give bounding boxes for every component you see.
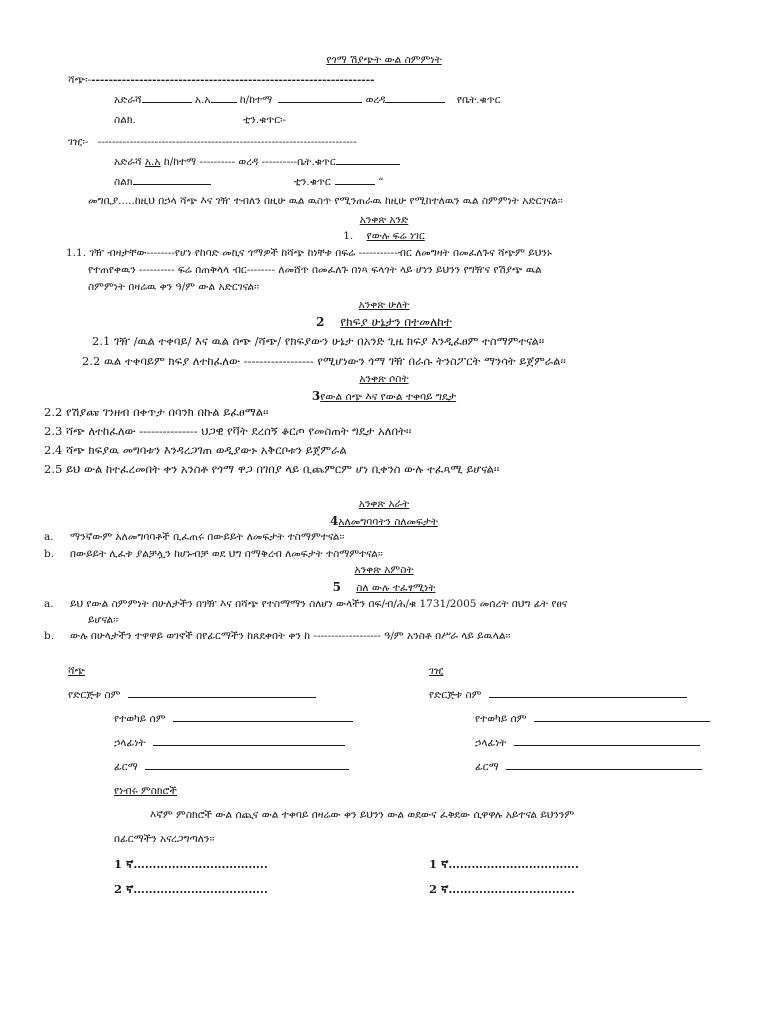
article-5-item-a-cont: ይሆናል፡፡ <box>88 614 119 626</box>
buyer-position <box>475 736 700 750</box>
article-4-item-b <box>44 547 383 561</box>
buyer-wereda-label: ወረዳ ----------ቤት.ቁጥር <box>238 156 336 168</box>
article-5-item-a <box>44 597 568 611</box>
article-4-number: 4 <box>330 514 339 528</box>
buyer-signature-label-text: ፊርማ <box>475 761 499 773</box>
article-4-item-b-mark: b. <box>44 548 55 560</box>
buyer-city-label: ከ/ከተማ ---------- <box>163 156 236 168</box>
buyer-org-name <box>429 688 687 702</box>
article-5-number: 5 <box>332 580 341 594</box>
article-2-item-1: 2.1 ገዥ /ዉል ተቀባይ/ እና ዉል ሰጭ /ሻጭ/ የክፍያውን ሁኔታ በአንድ ጊዜ ክፍያ እንዲፈፀም ተስማምተናል፡፡ <box>92 334 545 348</box>
article-1-heading: አንቀጽ አንድ <box>359 214 409 226</box>
buyer-address-label: አድራሻ <box>114 156 142 168</box>
witness-left-1: 1 ኛ…………………………….. <box>114 857 268 871</box>
article-5-subtitle: ስለ ውሉ ተፈፃሚነት <box>356 582 436 594</box>
buyer-address-line <box>114 155 400 169</box>
seller-rep-name <box>114 712 353 726</box>
buyer-rep-name <box>475 712 710 726</box>
preamble: መግቢያ.....ከዚህ በኃላ ሻጭ እና ገዥ ተብለን በዚሁ ዉል ዉስጥ የሚንጠራዉ ከዚሁ የሚከተለዉን ዉል ስምምነት አድርገናል፡፡ <box>88 195 563 207</box>
seller-address-line <box>114 93 501 107</box>
buyer-phone-line <box>114 175 383 189</box>
buyer-id-tail: “ <box>378 176 384 188</box>
seller-position <box>114 736 345 750</box>
seller-org-name-field[interactable] <box>128 697 316 698</box>
article-3-item-2: 2.3 ሻጭ ለተከፈለው --------------- ህጋዊ የቫት ደረሰኝ ቆርጦ የመስጠት ግዴታ አለበት፡፡ <box>44 424 412 438</box>
buyer-signature-label: ገዢ <box>429 665 444 677</box>
article-2-item-2: 2.2 ዉል ተቀባይም ክፍያ ለተከፈለው ------------------ የሚሆነውን ጎማ ገዥ በራሱ ትንስፖርት ማንሳት ይጀምራል፡፡ <box>82 354 566 368</box>
article-5-item-b <box>44 629 511 643</box>
article-3-item-4: 2.5 ይህ ውል ከተፈረመበት ቀን አንስቶ የጎማ ዋጋ በገበያ ላይ ቢጨምርም ሆነ ቢቀንስ ውሉ ተፈጻሚ ይሆናል፡፡ <box>44 462 500 476</box>
seller-position-label: ኃላፊነት <box>114 737 146 749</box>
seller-signature-label: ሻጭ <box>68 665 86 677</box>
buyer-id-label: ቲን.ቁጥር <box>293 176 331 188</box>
buyer-signature-field[interactable] <box>506 769 702 770</box>
buyer-label: ገዢ፡- <box>68 136 89 148</box>
buyer-phone-label: ስልክ <box>114 176 133 188</box>
article-4-heading: አንቀጽ አራት <box>358 498 410 510</box>
buyer-org-name-label: የድርጅቱ ስም <box>429 689 482 701</box>
seller-line <box>68 73 374 87</box>
seller-wereda-label: ወረዳ <box>365 94 386 106</box>
seller-label: ሻጭ፡- <box>68 74 92 86</box>
article-3-item-3: 2.4 ሻጭ ክፍያዉ መግባቱን እንዳረጋገጠ ወዲያውኑ አቅርቦቱን ይጀምራል <box>44 443 347 457</box>
article-1-subtitle: የውሉ ፍሬ ነገር <box>366 230 425 242</box>
witnesses-heading: የነብሩ ምስክሮች <box>114 785 177 797</box>
seller-address-label: አድራሻ <box>114 94 142 106</box>
seller-rep-name-label: የተወካይ ሰም <box>114 713 166 725</box>
article-3-subtitle-line <box>0 388 768 404</box>
article-5-item-b-mark: b. <box>44 630 55 642</box>
seller-signature-field[interactable] <box>145 769 349 770</box>
article-3-item-1: 2.2 የሽያጩ ገንዘብ በቀጥታ በባንክ በኩል ይፈፀማል፡፡ <box>44 405 269 419</box>
article-2-heading: አንቀጽ ሁለት <box>358 299 410 311</box>
article-3-subtitle: የውል ሰጭ እና የውል ተቀባይ ግዴታ <box>320 391 457 403</box>
article-4-item-a-text: ማንኛውም አለመግባባቶች ቢፈጠሩ በውይይት ለመፍታት ተስማምተናል፡፡ <box>70 531 345 543</box>
article-5-item-a-mark: a. <box>44 598 54 610</box>
seller-signature <box>114 760 349 774</box>
document-title: የጎማ ሽያጭት ውል ስምምነት <box>326 54 442 66</box>
buyer-rep-name-label: የተወካይ ሰም <box>475 713 527 725</box>
seller-city-label: ከ/ከተማ <box>239 94 273 106</box>
witnesses-text-line2: በፊርማችን አናረጋግጣለን፡፡ <box>114 833 215 845</box>
buyer-position-field[interactable] <box>514 745 700 746</box>
article-1-para-line2: የተጠየቀዉን ---------- ፍሬ በጠቅላላ ብር-------- ለመሸጥ በመፈለጉ በነጻ ፍላጎት ላይ ሆነን ይህንን የግዥና የሽያጭ ዉል <box>88 264 542 276</box>
article-2-subtitle-line <box>0 314 768 330</box>
seller-aa: አ.አ <box>194 94 211 106</box>
article-1-number: 1. <box>343 230 354 242</box>
article-3-heading: አንቀጽ ሶስት <box>359 373 409 385</box>
witness-right-2: 2 ኛ…………………………… <box>429 882 575 896</box>
article-1-subtitle-line <box>0 229 768 243</box>
witness-right-1: 1 ኛ……………………………. <box>429 857 579 871</box>
seller-position-field[interactable] <box>153 745 345 746</box>
article-5-heading: አንቀጽ አምስት <box>354 564 414 576</box>
article-1-para-line3: ስምምነት በዛሬዉ ቀን ዓ/ም ውል አድርገናል፡፡ <box>88 281 259 293</box>
article-5-item-a-text: ይህ የውል ስምምነት በሁለታችን በገዥ እና በሻጭ የተስማማን ስለሆነ ውላችን በፍ/ብ/ሕ/ቁ 1731/2005 መሰረት በህግ ፊት የፀና <box>70 598 568 610</box>
buyer-dashes: ------------------------------------------------------------------------- <box>97 136 357 148</box>
buyer-aa: አ.አ <box>144 156 161 168</box>
seller-org-name <box>68 688 316 702</box>
witness-left-2: 2 ኛ…………………………….. <box>114 882 268 896</box>
witnesses-text-line1: እኛም ምስክሮች ውል ሰጪና ውል ተቀባይ በዛሬው ቀን ይህንን ውል ወደውና ፈቅደው ሲዋዋሉ አይተናል ይህንንም <box>150 809 575 821</box>
seller-rep-name-field[interactable] <box>173 721 353 722</box>
seller-house-label: የቤት.ቁጥር <box>456 94 501 106</box>
article-5-item-b-text: ውሉ በሁላታችን ተዋዋይ ወገኖች በየፊርማችን ከጸደቀበት ቀን ከ ------------------- ዓ/ም አንስቶ በሥራ ላይ ይዉላል፡፡ <box>70 630 511 642</box>
article-2-number: 2 <box>316 315 325 329</box>
article-1-para-line1: 1.1. ገዥ ብዛታቸው--------የሆነ የከባድ መኪና ጎማዎች ከሻጭ ከነቸቱ በፍሬ -----------ብር ለመግዛት በመፈለጉና ሻጭም ይህንኑ <box>66 247 552 259</box>
seller-dashes: ----------------------------------------------------------------- <box>91 74 375 86</box>
seller-phone-label: ስልክ. <box>114 114 136 126</box>
buyer-rep-name-field[interactable] <box>534 721 710 722</box>
article-2-subtitle: የክፍያ ሁኔታን በተመለከተ <box>340 315 452 329</box>
seller-phone-line <box>114 113 286 127</box>
seller-id-label: ቲን.ቁጥር፡- <box>243 114 287 126</box>
buyer-signature <box>475 760 702 774</box>
buyer-position-label: ኃላፊነት <box>475 737 507 749</box>
seller-org-name-label: የድርጅቱ ስም <box>68 689 121 701</box>
article-4-subtitle: አለመግባባትን ስለመፍታት <box>338 516 438 528</box>
buyer-org-name-field[interactable] <box>489 697 687 698</box>
buyer-line <box>68 135 357 149</box>
article-4-item-a-mark: a. <box>44 531 54 543</box>
article-3-number: 3 <box>311 389 321 403</box>
article-4-subtitle-line <box>0 513 768 529</box>
article-4-item-b-text: በውይይት ሊፈቱ ያልቻሏን ከሆኑብቻ ወደ ህግ በማቅረብ ለመፍታት ተስማምተናል፡፡ <box>70 548 383 560</box>
seller-signature-label-text: ፊርማ <box>114 761 138 773</box>
article-5-subtitle-line <box>0 579 768 595</box>
article-4-item-a <box>44 530 345 544</box>
